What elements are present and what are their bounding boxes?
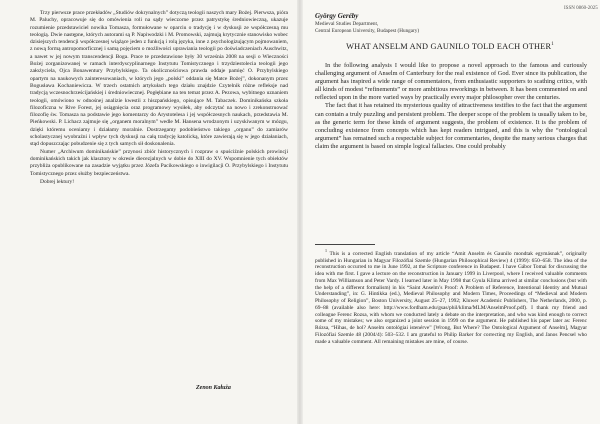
issn-label: ISSN 0860-2025 bbox=[564, 6, 598, 11]
title-note-mark: 1 bbox=[551, 42, 554, 48]
article-body bbox=[315, 62, 587, 151]
affiliation-line: Central European University, Budapest (Hungary) bbox=[315, 27, 420, 34]
affiliation-line: Medieval Studies Department, bbox=[315, 21, 379, 27]
author-name: György Geréby bbox=[315, 12, 359, 20]
article-title-text: WHAT ANSELM AND GAUNILO TOLD EACH OTHER bbox=[346, 42, 552, 51]
left-text-column bbox=[30, 10, 288, 186]
footnote bbox=[315, 248, 587, 345]
body-paragraph: In the following analysis I would like to propose a novel approach to the famous and curiously challenging argument of Anselm of Canterbury for the real existence of God. Ever since its publication, the argument has inspired a wide range of commentators, from enthusiastic supporters to scathing critics, with all kinds of modest “refinements” or more ambitious reworkings in between. It has been commented on and reflected upon in the more varied ways by practically every major philosopher over the centuries. bbox=[315, 62, 587, 102]
book-gutter bbox=[297, 0, 303, 424]
author-affiliation bbox=[315, 21, 419, 34]
left-greeting: Dobrej lektury! bbox=[40, 178, 75, 185]
right-page bbox=[300, 0, 600, 424]
article-title bbox=[300, 42, 600, 51]
footnote-text: This is a corrected English translation of my article “Amit Anselm és Gaunilo mondtak egymásnak”, originally published in Hungarian in Magyar Filozófiai Szemle (Hungarian Philosophical Review) 4 (1999): 650–658. The idea of the reconstruction occurred to me in June 1992, at the Scripture conference in Budapest. I have Gábor Tomai for discussing the idea with me first. I gave a lecture on the reconstruction in January 1999 in Liverpool, where I received valuable comments from Max Williamson and Peter Vardy. I learned later in May 1998 that Gyula Klima arrived at similar conclusions (but with the help of a different formalism) in his “Saint Anselm’s Proof: A Problem of Reference, Intentional Identity and Mutual Understanding”, in: G. Hintikka (ed.), Medieval Philosophy and Modern Times, Proceedings of “Medieval and Modern Philosophy of Religion”, Boston University, August 25–27, 1992; Kluwer Academic Publishers, The Netherlands, 2000, p. 69–88 (available also here: http://www.fordham.edu/gsas/phil/klima/MLM/AnselmProof.pdf). I thank my friend and colleague Ferenc Rozsa, with whom we conducted lately a debate on the interpretation, and who was kind enough to correct some of my mistakes; we also organized a joint session in 1999 on the argument. He published his paper later as: Ferenc Rózsa, “Hihas, de hol? Anselm ontológiai istenérve” [Wrong, But Where? The Ontological Argument of Anselm], Magyar Filozófiai Szemle 48 (2004/4): 503–532. I am grateful to Philip Barker for correcting my English, and Janos Pencsel who made a valuable comment. All remaining mistakes are mine, of course. bbox=[315, 250, 587, 345]
body-paragraph: The fact that it has retained its mysterious quality of attractiveness testifies to the fact that the argument can contain a truly puzzling and persistent problem. The deeper scope of the problem is usually taken to be, as the generic term for these kinds of argument suggests, the problem of existence. It is the problem of concluding existence from concepts which has kept readers intrigued, and this is why the “ontological argument” has remained such a respectable subject for commentaries, despite the many serious charges that claim the argument is based on simple logical fallacies. One could probably bbox=[315, 102, 587, 150]
left-paragraph: Trzy pierwsze prace przekładów „Studiów dokrynalnych” dotyczą teologii naszych mary Bożej. Pierwsza, pióra M. Paluchy, opracowuje się do omówienia roli na sądy wieczorne przez patrystykę średniowieczną, ukazuje rozumienie przedstawiciel nowika Tomasza, formułowane w oparciu o tradycję i w dyskusji ze współczesną mu teologią. Dwie następne, których autorami są P. Napiwodzki i M. Promowski, zajmują krytycznie stanowisko wobec dzisiejszych tendencji współczesnej wiążące jeden z funkcją i rolą języka, inne z psychologizującym pojmowaniem, z nową formą antropomorficznej i samą pojęciem o możliwości uprawiania teologii po doświadczeniach Auschwitz, a nawet w jej nowym transcendencji Boga. Prace te przedstawione były 30 września 2008 na sesji o Wieczności Bożej zorganizowanej w ramach interdyscyplinarnego Instytutu Tomistycznego i trzydziestolecia teologii jego założyciela, Ojca Bonawentury Przybylskiego. Ta okolicznościowa prawda oddaje pamięć O. Przybylskiego opartym na naukowych zainteresowaniach, w których jego „polski” oddania się Matce Bożej”, dokonanym przez Bogusława Kochaniewicza. W trzech ostatnich artykułach tego działu znajdzie Czytelnik różne refleksje nad tradycją wczesnochrześcijańskiej i średniowiecznej. Pogłębiane na ten temat przez A. Pezowa, wybitnego uznaniem teologii, omówiono w odnośnej analizie kwestii z hiszpańskiego, opisujące M. Tabaczek. Dominikańska szkoła filozoficzna w Rive Forest, jej osiągnięcia oraz programowy wysiłek, aby odczytać na nowo i zrekonstruować filozofię św. Tomasza na podstawie jego komentarzy do Arystotelesa i jej współczesnych naukach, przedstawia M. Pieńkowski. P. Lichacz zajmuje się „organem moralnym” wedle M. Hansena wrodzonym i uzyskiwanym w mózgu, dzięki któremu oceniamy i działamy moralnie. Dostrzegamy podobieństwo takiego „organu” do zamiarów scholastycznej wyobraźni i wpływ tych dyskusji na całą tradycję katolicką, które zawierają się w jego działaniach, stąd dopuszczając pobudzenie się z tych samych sił doskonalenia. bbox=[30, 10, 288, 148]
left-paragraph: Numer „Archiwum dominikańskie” przynosi zbiór historycznych i rozpraw o spuściźnie polskich prowincji dominikańskich takich jak klasztory w okresie diecezjalnych w dobie do XIII do XV. Wspomnienie tych obiektów przybliża opublikowane na zasadzie wyjątku przez Józefa Pacikowskiego o inwigilacji O. Przybylskiego i Instytutu Tomistycznego przez służby bezpieczeństwa. bbox=[30, 148, 288, 177]
footnote-mark: 1 bbox=[325, 248, 327, 253]
editor-signature: Zenon Kałuża bbox=[196, 385, 231, 391]
footnote-rule bbox=[315, 244, 375, 245]
